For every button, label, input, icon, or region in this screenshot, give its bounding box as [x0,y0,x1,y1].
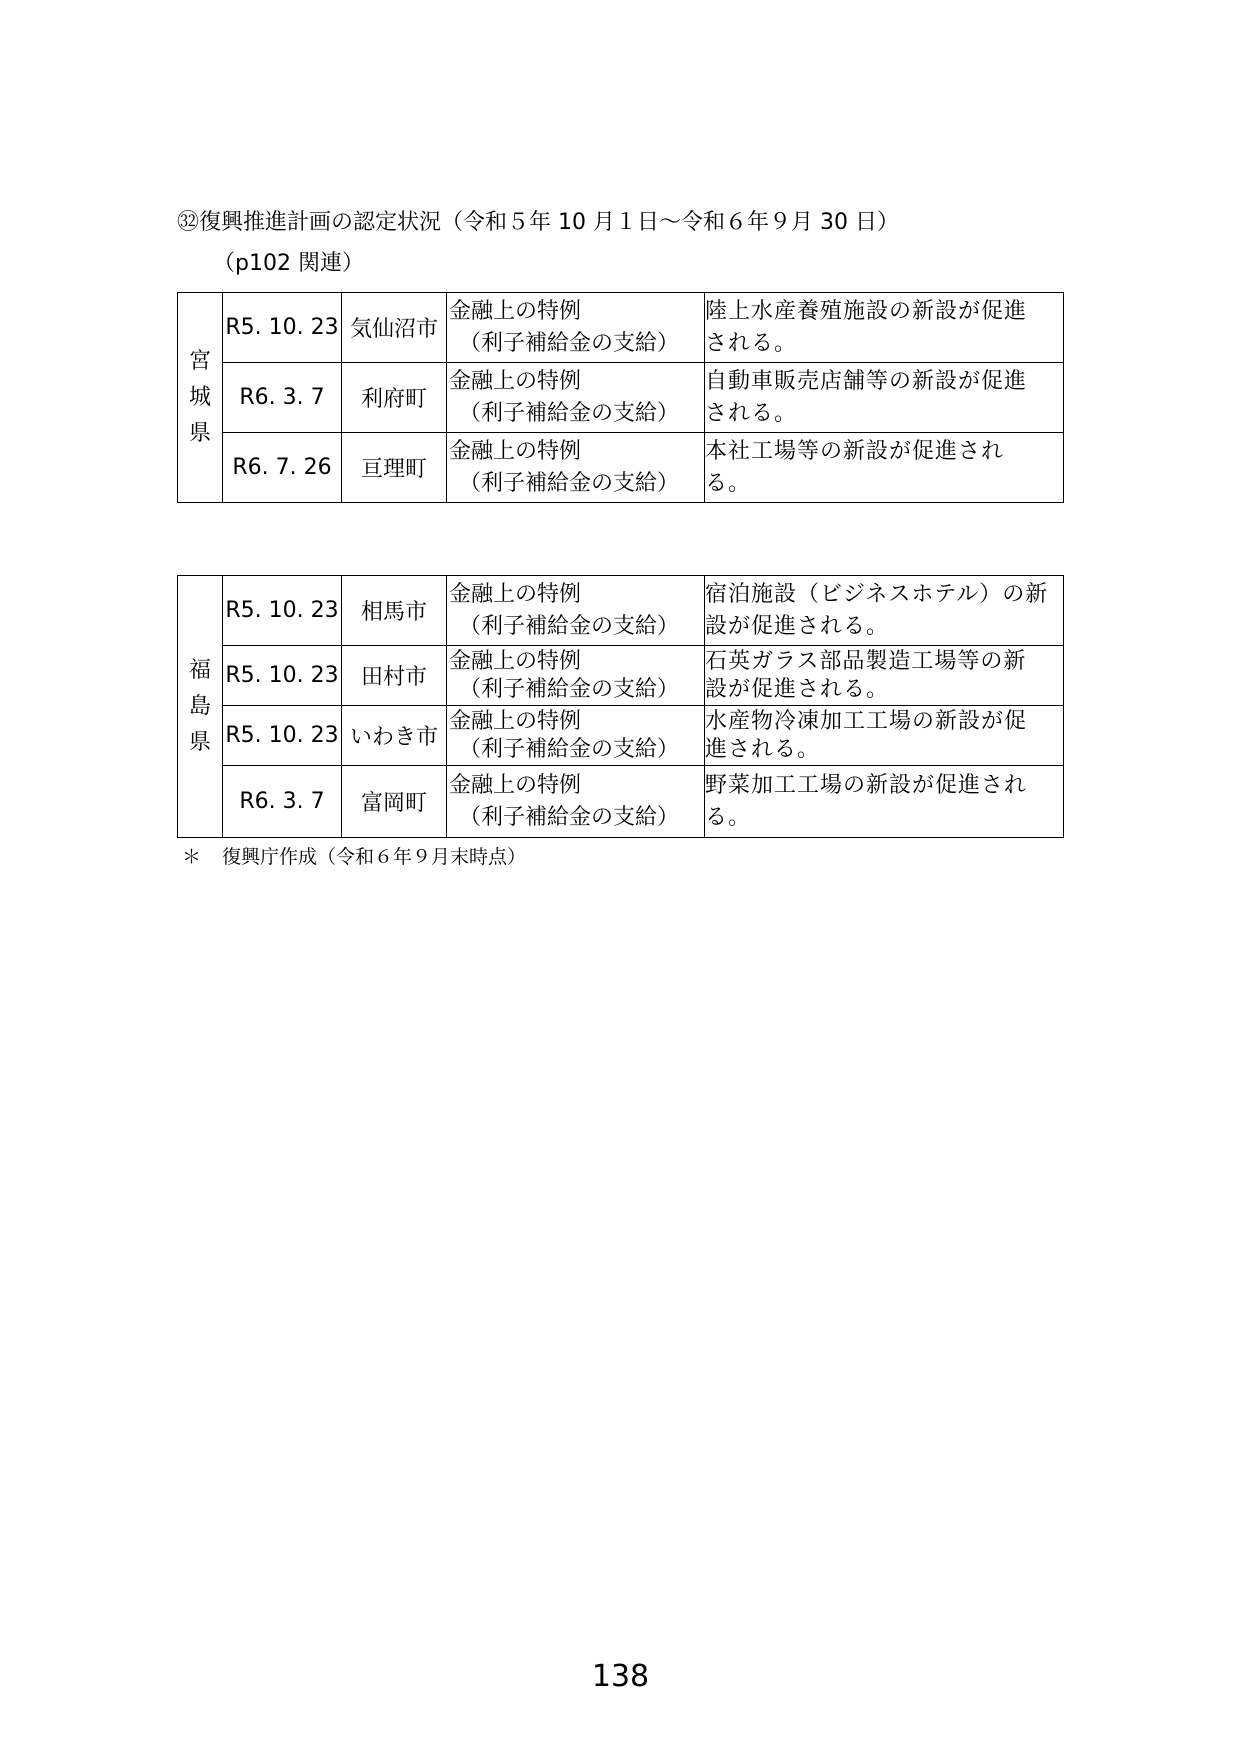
expected-effect [705,706,1064,766]
municipality: いわき市 [342,706,447,766]
special-measure-line: （利子補給金の支給） [459,330,680,356]
effect-line: る。 [705,470,752,496]
effect-line: 宿泊施設（ビジネスホテル）の新 [705,581,1049,607]
effect-line: 設が促進される。 [705,613,890,639]
special-measure [447,766,705,838]
prefecture-cell [178,576,223,838]
expected-effect [705,363,1064,433]
special-measure-line: 金融上の特例 [449,648,582,674]
section-subtitle: （p102 関連） [213,251,364,276]
special-measure [447,576,705,646]
municipality: 相馬市 [342,576,447,646]
approval-date: R5. 10. 23 [223,293,342,363]
municipality: 富岡町 [342,766,447,838]
effect-line: 本社工場等の新設が促進され [705,438,1005,464]
effect-line: される。 [705,400,798,426]
note-text: 復興庁作成（令和６年９月末時点） [222,846,527,868]
municipality: 亘理町 [342,433,447,503]
effect-line: 進される。 [705,736,821,762]
table-row [178,646,1064,706]
effect-line: 石英ガラス部品製造工場等の新 [705,648,1027,674]
municipality: 利府町 [342,363,447,433]
section-title: ㉜復興推進計画の認定状況（令和５年 10 月１日～令和６年９月 30 日） [177,210,899,235]
special-measure-line: （利子補給金の支給） [459,736,680,762]
special-measure-line: 金融上の特例 [449,772,582,798]
prefecture-char: 島 [188,693,211,719]
special-measure-line: （利子補給金の支給） [459,400,680,426]
approval-date: R6. 3. 7 [223,766,342,838]
source-note [182,844,526,870]
special-measure-line: （利子補給金の支給） [459,804,680,830]
prefecture-char: 城 [188,384,211,410]
expected-effect [705,646,1064,706]
table-row [178,766,1064,838]
special-measure-line: （利子補給金の支給） [459,470,680,496]
effect-line: 自動車販売店舗等の新設が促進 [705,368,1028,394]
effect-line: される。 [705,330,798,356]
special-measure-line: 金融上の特例 [449,708,582,734]
expected-effect [705,293,1064,363]
special-measure [447,363,705,433]
special-measure [447,433,705,503]
special-measure [447,706,705,766]
special-measure-line: 金融上の特例 [449,581,582,607]
special-measure-line: 金融上の特例 [449,368,582,394]
special-measure [447,646,705,706]
effect-line: 野菜加工工場の新設が促進され [705,772,1028,798]
fukushima-table [177,575,1064,838]
special-measure-line: 金融上の特例 [449,298,582,324]
prefecture-cell [178,293,223,503]
table-row [178,293,1064,363]
approval-date: R6. 7. 26 [223,433,342,503]
municipality: 気仙沼市 [342,293,447,363]
municipality: 田村市 [342,646,447,706]
table-row [178,576,1064,646]
effect-line: 設が促進される。 [705,676,890,702]
special-measure [447,293,705,363]
expected-effect [705,766,1064,838]
approval-date: R5. 10. 23 [223,706,342,766]
special-measure-line: （利子補給金の支給） [459,676,680,702]
table-row [178,363,1064,433]
table-row [178,706,1064,766]
note-mark: ＊ [182,846,202,868]
special-measure-line: 金融上の特例 [449,438,582,464]
expected-effect [705,576,1064,646]
approval-date: R6. 3. 7 [223,363,342,433]
prefecture-char: 福 [188,657,211,683]
prefecture-char: 県 [188,420,211,446]
prefecture-char: 宮 [188,348,211,374]
special-measure-line: （利子補給金の支給） [459,613,680,639]
effect-line: 水産物冷凍加工工場の新設が促 [705,708,1028,734]
miyagi-table [177,292,1064,503]
approval-date: R5. 10. 23 [223,576,342,646]
prefecture-char: 県 [188,729,211,755]
table-row [178,433,1064,503]
expected-effect [705,433,1064,503]
page-number: 138 [591,1659,650,1694]
effect-line: る。 [705,804,752,830]
effect-line: 陸上水産養殖施設の新設が促進 [705,298,1028,324]
approval-date: R5. 10. 23 [223,646,342,706]
